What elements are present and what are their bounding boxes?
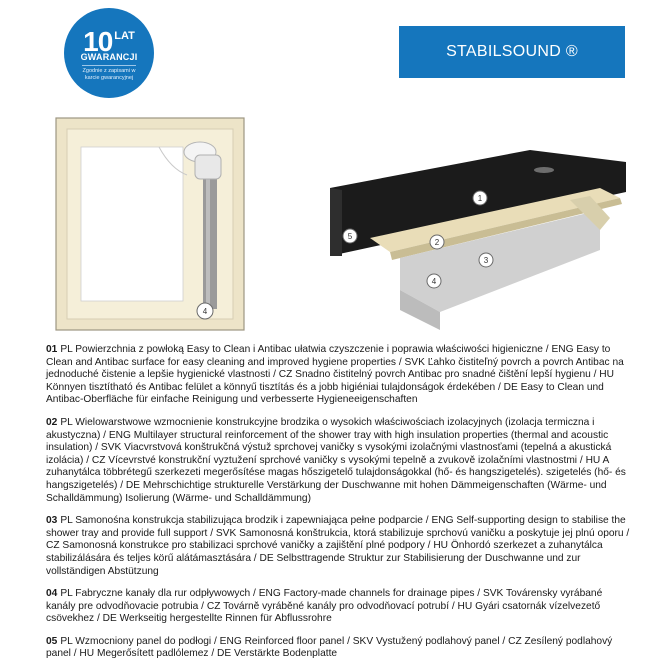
feature-descriptions — [46, 344, 632, 671]
feature-paragraph-04 — [46, 588, 632, 626]
feature-text: PL Fabryczne kanały dla rur odpływowych / ENG Factory-made channels for drainage pipes / SVK Továrensky vyrábané kanály pre odvodňovacie potrubia / CZ Továrně vyráběné kanály pro odvodňovací potrubí / HU Gyári csatornák vízelvezető csövekhez / DE Werkseitig hergestellte Rinnen für Abflussrohre — [46, 588, 603, 625]
warranty-label: GWARANCJI — [80, 52, 138, 62]
warranty-years: 10 $^{LAT}$ — [83, 26, 135, 57]
feature-text: PL Wzmocniony panel do podłogi / ENG Reinforced floor panel / SKV Vystužený podlahový panel / CZ Zesílený podlahový panel / HU Megerősített padlólemez / DE Verstärkte Bodenplatte — [46, 635, 613, 660]
svg-text:4: 4 — [431, 277, 437, 286]
svg-text:4: 4 — [202, 307, 208, 316]
feature-text: PL Powierzchnia z powłoką Easy to Clean i Antibac ułatwia czyszczenie i poprawia właściwości higieniczne / ENG Easy to Clean and Antibac surface for easy cleaning and improved hygiene properties / SVK Ľahko čistiteľný povrch a povrch Antibac na jednoduché čistenie a lepšie hygienické vlastnosti / CZ Snadno čistitelný povrch Antibac pro snadné čištění lepší hygienu / HU Könnyen tisztítható és Antibac felület a könnyű tisztítás és a jobb higiéniai tulajdonságok érdekében / DE Easy to Clean und Antibac-Oberfläche für einfache Reinigung und verbesserte Hygieneeigenschaften — [46, 344, 624, 406]
drain-trap — [195, 155, 221, 179]
tray-black-side — [330, 188, 342, 256]
tray-panel — [81, 147, 183, 301]
feature-number: 05 — [46, 635, 58, 647]
tray-layers-image — [330, 140, 638, 330]
feature-number: 01 — [46, 344, 58, 355]
marker-3 — [479, 253, 493, 267]
marker-2 — [430, 235, 444, 249]
feature-paragraph-03 — [46, 515, 632, 578]
feature-paragraph-05 — [46, 636, 632, 661]
brand-banner — [399, 26, 625, 78]
svg-text:3: 3 — [483, 256, 489, 265]
warranty-badge — [64, 8, 154, 98]
warranty-years-unit: LAT — [114, 30, 135, 42]
brand-label: STABILSOUND ® — [446, 43, 578, 60]
marker-4-right — [427, 274, 441, 288]
badge-divider — [82, 65, 136, 66]
warranty-note: Zgodnie z zapisami w karcie gwarancyjnej — [82, 68, 136, 81]
drain-pipe-highlight — [206, 177, 210, 309]
feature-text: PL Wielowarstwowe wzmocnienie konstrukcyjne brodzika o wysokich właściwościach izolacyjnych (izolacja termiczna i akustyczna) / ENG Multilayer structural reinforcement of the shower tray with high insulation properties (thermal and acoustic insulation) / SVK Viacvrstvová konštrukčná výstuž sprchovej vaničky s vysokými izolačnými vlastnosťami (tepelná a akustická izolácia) / CZ Vícevrstvé konstrukční vyztužení sprchové vaničky s vysokými tepelně a zvukově izolačními vlastnostmi / HU A zuhanytálca többrétegű szerkezeti megerősítése magas hőszigetelő tulajdonságokkal (hő- és hangszigetelés). szigetelés (hő- és hangszigetelés) / DE Mehrschichtige strukturelle Verstärkung der Duschwanne mit hohen Dämmeigenschaften (Wärme- und Schalldämmung) Isolierung (Wärme- und Schalldämmung) — [46, 416, 626, 504]
drain-hole — [534, 167, 554, 173]
svg-text:2: 2 — [434, 238, 440, 247]
tray-top-view-image — [55, 117, 245, 331]
marker-4-left — [197, 303, 213, 319]
feature-paragraph-02 — [46, 417, 632, 505]
feature-number: 02 — [46, 416, 58, 428]
feature-text: PL Samonośna konstrukcja stabilizująca brodzik i zapewniająca pełne podparcie / ENG Self-supporting design to stabilise the shower tray and provide full support / SVK Samonosná konštrukcia, ktorá stabilizuje sprchovú vaničku a poskytuje jej plnú oporu / CZ Samonosná konstrukce pro stabilizaci sprchové vaničky a zajištění plné podpory / HU Önhordó szerkezet a zuhanytálca stabilizálására és teljes körű alátámasztására / DE Selbsttragende Struktur zur Stabilisierung der Duschwanne und zur vollständigen Abstützung — [46, 515, 630, 577]
feature-number: 03 — [46, 515, 58, 527]
svg-text:1: 1 — [477, 194, 483, 203]
marker-5 — [343, 229, 357, 243]
feature-number: 04 — [46, 588, 58, 600]
marker-1 — [473, 191, 487, 205]
svg-text:5: 5 — [347, 232, 353, 241]
feature-paragraph-01 — [46, 344, 632, 407]
